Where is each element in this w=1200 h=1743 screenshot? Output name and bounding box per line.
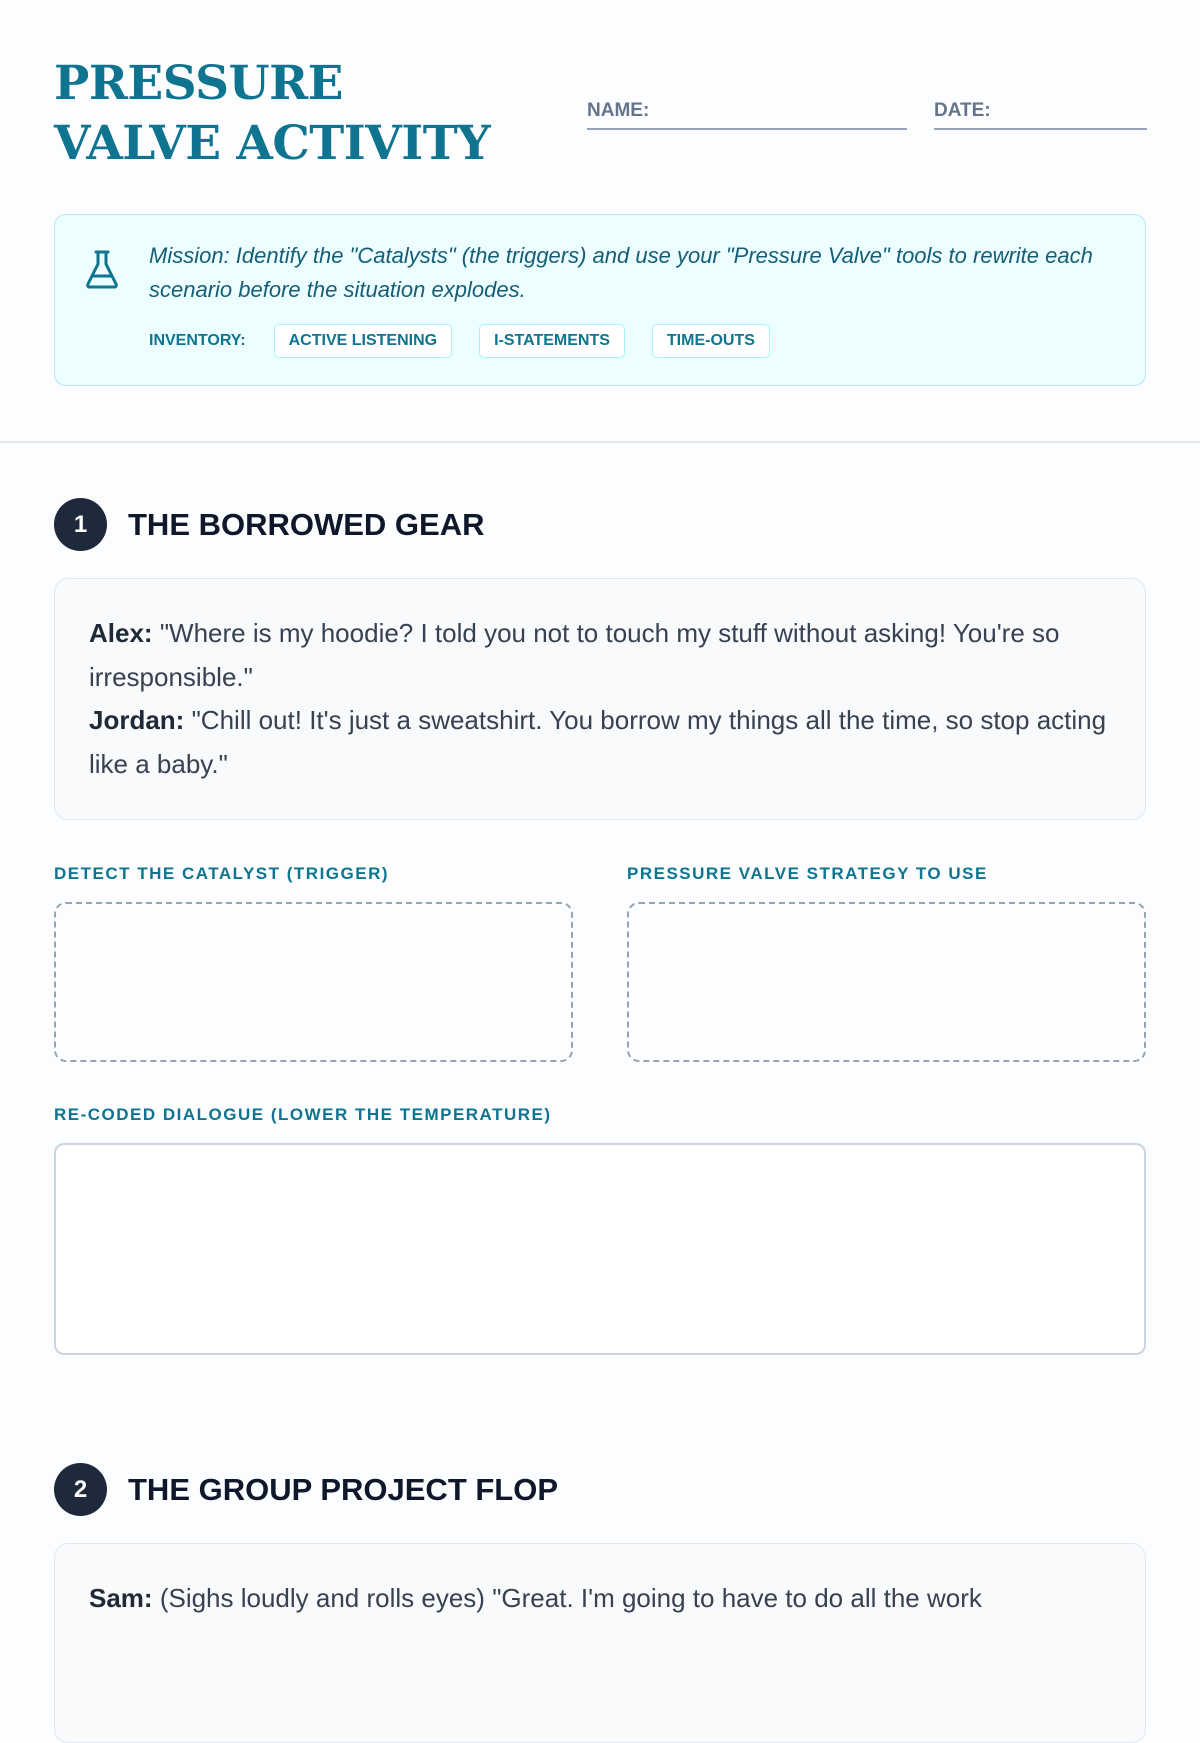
page-title: PRESSURE VALVE ACTIVITY [54,56,491,171]
date-label: DATE: [934,100,991,121]
catalyst-label: DETECT THE CATALYST (TRIGGER) [54,864,390,883]
scenario-dialogue [54,1543,1146,1743]
recoded-dialogue-label: RE-CODED DIALOGUE (LOWER THE TEMPERATURE) [54,1105,552,1124]
beaker-icon [85,249,119,289]
dialogue-text: "Where is my hoodie? I told you not to touch my stuff without asking! You're so irresponsible." [89,618,1060,692]
dialogue-line [89,612,1111,699]
dialogue-text: (Sighs loudly and rolls eyes) "Great. I'm going to have to do all the work [159,1583,982,1613]
inventory-tag-active-listening: ACTIVE LISTENING [274,324,452,358]
mission-text: Mission: Identify the "Catalysts" (the triggers) and use your "Pressure Valve" tools to rewrite each scenario before the situation explodes. [149,243,1093,302]
scenario-number-badge: 1 [54,498,107,551]
speaker-name: Alex: [89,618,153,648]
dialogue-text: "Chill out! It's just a sweatshirt. You borrow my things all the time, so stop acting like a baby." [89,705,1107,779]
scenario-number-badge: 2 [54,1463,107,1516]
inventory-tag-time-outs: TIME-OUTS [652,324,770,358]
speaker-name: Sam: [89,1583,153,1613]
section-divider [0,441,1200,443]
catalyst-answer-box[interactable] [54,902,573,1062]
inventory-label: INVENTORY: [149,332,246,349]
strategy-answer-box[interactable] [627,902,1146,1062]
dialogue-line [89,699,1111,786]
strategy-label: PRESSURE VALVE STRATEGY TO USE [627,864,988,883]
name-field[interactable] [587,100,907,130]
speaker-name: Jordan: [89,705,185,735]
date-field[interactable] [934,100,1147,130]
recoded-dialogue-box[interactable] [54,1143,1146,1355]
scenario-title: THE BORROWED GEAR [128,507,485,542]
name-label: NAME: [587,100,650,121]
dialogue-line [89,1577,1111,1621]
inventory-tag-i-statements: I-STATEMENTS [479,324,625,358]
scenario-dialogue [54,578,1146,820]
scenario-title: THE GROUP PROJECT FLOP [128,1472,559,1507]
mission-box [54,214,1146,386]
inventory [149,323,797,359]
